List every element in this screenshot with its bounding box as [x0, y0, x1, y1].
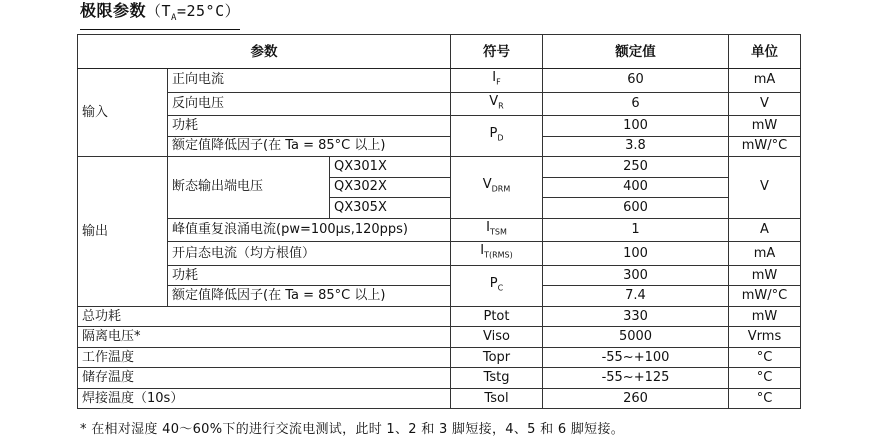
- unit: mA: [729, 69, 801, 93]
- rating-value: 1: [543, 218, 729, 242]
- rating-value: 600: [543, 198, 729, 219]
- unit: mA: [729, 242, 801, 266]
- symbol: $I_F$: [451, 69, 543, 93]
- table-row: [78, 306, 801, 327]
- symbol: $P_D$: [451, 116, 543, 157]
- model-name: QX302X: [330, 177, 451, 198]
- symbol: $P_C$: [451, 265, 543, 306]
- table-row: [78, 327, 801, 348]
- rating-value: 3.8: [543, 136, 729, 157]
- param-name: 反向电压: [168, 92, 451, 116]
- rating-value: 60: [543, 69, 729, 93]
- absolute-max-ratings-table: [77, 34, 801, 409]
- rating-value: 260: [543, 388, 729, 409]
- table-row: [78, 157, 801, 178]
- param-name: 焊接温度（10s）: [78, 388, 451, 409]
- symbol: Viso: [451, 327, 543, 348]
- unit: mW/°C: [729, 286, 801, 307]
- table-row: [78, 368, 801, 389]
- title-main: 极限参数: [80, 1, 147, 20]
- unit: °C: [729, 388, 801, 409]
- header-param: 参数: [78, 35, 451, 69]
- param-name: 断态输出端电压: [168, 157, 330, 219]
- table-row: [78, 242, 801, 266]
- param-name: 峰值重复浪涌电流(pw=100μs,120pps): [168, 218, 451, 242]
- param-name: 额定值降低因子(在 Ta = 85°C 以上): [168, 136, 451, 157]
- symbol: $V_R$: [451, 92, 543, 116]
- param-name: 正向电流: [168, 69, 451, 93]
- rating-value: 400: [543, 177, 729, 198]
- rating-value: 330: [543, 306, 729, 327]
- param-name: 工作温度: [78, 347, 451, 368]
- unit: °C: [729, 368, 801, 389]
- param-name: 功耗: [168, 265, 451, 286]
- unit: mW: [729, 116, 801, 137]
- header-symbol: 符号: [451, 35, 543, 69]
- group-label-input: 输入: [78, 69, 168, 157]
- param-name: 开启态电流（均方根值）: [168, 242, 451, 266]
- rating-value: 6: [543, 92, 729, 116]
- rating-value: 300: [543, 265, 729, 286]
- group-label-output: 输出: [78, 157, 168, 307]
- param-name: 储存温度: [78, 368, 451, 389]
- rating-value: 100: [543, 116, 729, 137]
- rating-value: 100: [543, 242, 729, 266]
- rating-value: -55~+100: [543, 347, 729, 368]
- symbol: Tsol: [451, 388, 543, 409]
- table-row: [78, 218, 801, 242]
- rating-value: -55~+125: [543, 368, 729, 389]
- unit: °C: [729, 347, 801, 368]
- rating-value: 7.4: [543, 286, 729, 307]
- table-row: [78, 265, 801, 286]
- param-name: 总功耗: [78, 306, 451, 327]
- symbol: $I_{T(RMS)}$: [451, 242, 543, 266]
- unit: mW/°C: [729, 136, 801, 157]
- rating-value: 5000: [543, 327, 729, 348]
- table-row: [78, 347, 801, 368]
- model-name: QX305X: [330, 198, 451, 219]
- model-name: QX301X: [330, 157, 451, 178]
- table-row: [78, 92, 801, 116]
- symbol: Tstg: [451, 368, 543, 389]
- param-name: 功耗: [168, 116, 451, 137]
- unit: mW: [729, 265, 801, 286]
- symbol: Ptot: [451, 306, 543, 327]
- symbol: Topr: [451, 347, 543, 368]
- table-row: [78, 116, 801, 137]
- table-row: [78, 69, 801, 93]
- rating-value: 250: [543, 157, 729, 178]
- param-name: 额定值降低因子(在 Ta = 85°C 以上): [168, 286, 451, 307]
- footnote: * 在相对湿度 40～60%下的进行交流电测试，此时 1、2 和 3 脚短接，4、5 和 6 脚短接。: [80, 422, 625, 437]
- header-rating: 额定值: [543, 35, 729, 69]
- symbol: $I_{TSM}$: [451, 218, 543, 242]
- unit: V: [729, 92, 801, 116]
- title-condition: $(T_A=25^\circ C)$: [146, 2, 241, 23]
- unit: A: [729, 218, 801, 242]
- table-header-row: [78, 35, 801, 69]
- table-row: [78, 388, 801, 409]
- param-name: 隔离电压*: [78, 327, 451, 348]
- section-title: [80, 1, 240, 30]
- table-row: [78, 286, 801, 307]
- table-row: [78, 136, 801, 157]
- unit: Vrms: [729, 327, 801, 348]
- header-unit: 单位: [729, 35, 801, 69]
- unit: mW: [729, 306, 801, 327]
- unit: V: [729, 157, 801, 219]
- symbol: $V_{DRM}$: [451, 157, 543, 219]
